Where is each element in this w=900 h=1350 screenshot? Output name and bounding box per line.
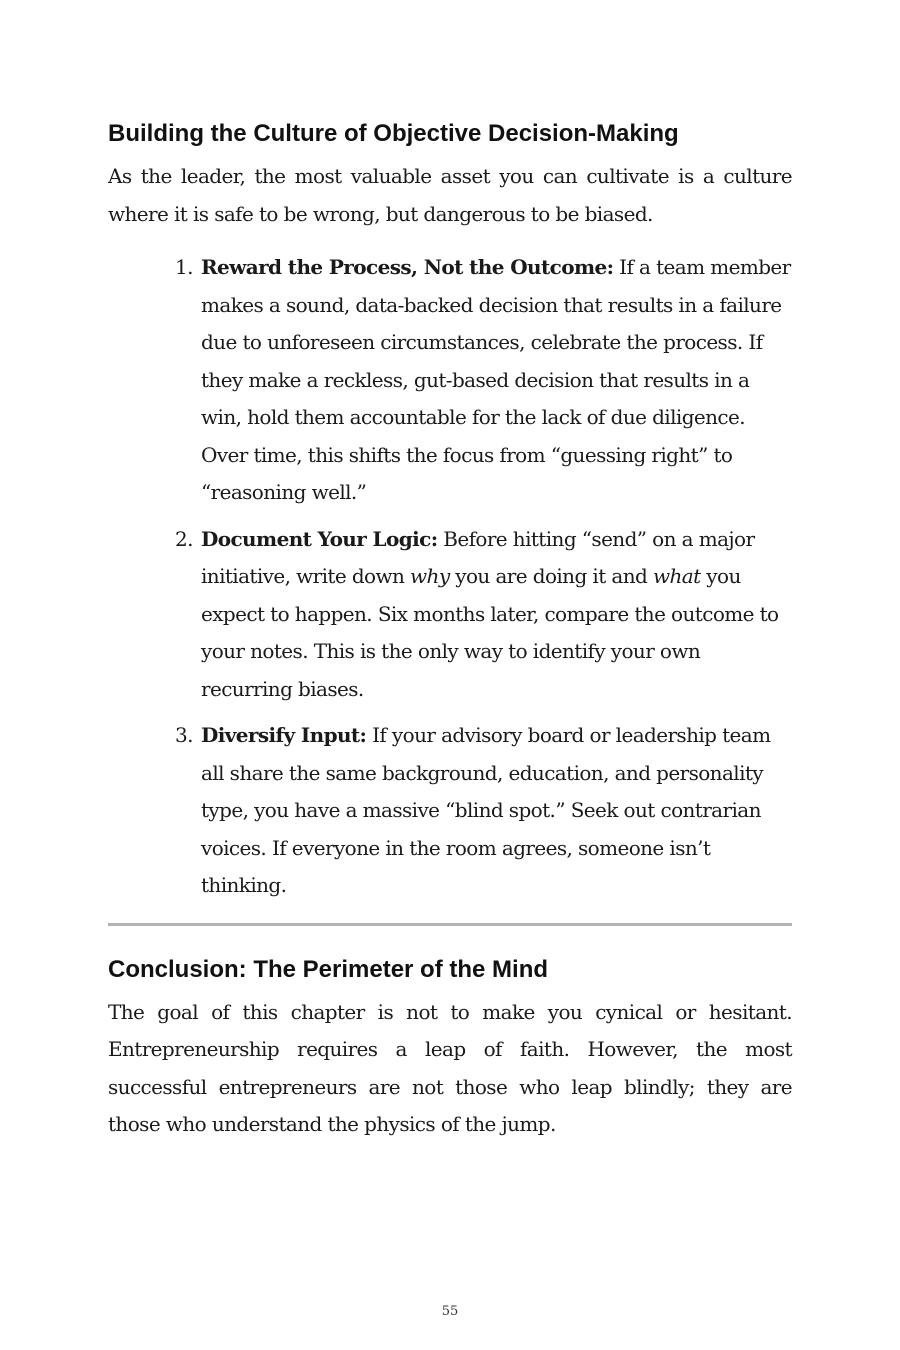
list-item-text: you are doing it and bbox=[449, 564, 653, 588]
page-content bbox=[108, 118, 792, 1144]
list-item-term: Reward the Process, Not the Outcome: bbox=[201, 255, 614, 279]
list-number: 3. bbox=[175, 723, 193, 747]
list-number: 1. bbox=[175, 255, 193, 279]
list-item-text: Before hitting “send” on a major initiative, write down bbox=[201, 526, 755, 588]
list-item-text: If your advisory board or leadership team all share the same background, education, and personality type, you have a massive “blind spot.” Seek out contrarian voices. If everyone in the room agrees, someone isn’t thinking. bbox=[201, 723, 771, 897]
list-item-term: Document Your Logic: bbox=[201, 526, 438, 551]
list-item-reward-process bbox=[175, 249, 792, 512]
list-item-diversify-input bbox=[175, 717, 792, 905]
list-item-document-logic bbox=[175, 521, 792, 709]
list-number: 2. bbox=[175, 526, 193, 551]
emphasis-what: what bbox=[652, 564, 701, 588]
section-divider bbox=[108, 923, 792, 926]
list-item-term: Diversify Input: bbox=[201, 723, 367, 747]
list-item-text: you expect to happen. Six months later, compare the outcome to your notes. This is the only way to identify your own recurring biases. bbox=[201, 564, 779, 701]
section-heading-conclusion: Conclusion: The Perimeter of the Mind bbox=[108, 955, 549, 983]
page-number: 55 bbox=[441, 1304, 459, 1319]
numbered-list bbox=[108, 249, 792, 905]
conclusion-paragraph: The goal of this chapter is not to make you cynical or hesitant. Entrepreneurship requires a leap of faith. However, the most successful entrepreneurs are not those who leap blindly; they are those who understand the physics of the jump. bbox=[108, 999, 792, 1136]
intro-paragraph: As the leader, the most valuable asset you can cultivate is a culture where it is safe to be wrong, but dangerous to be biased. bbox=[108, 164, 792, 226]
list-item-text: If a team member makes a sound, data-backed decision that results in a failure due to unforeseen circumstances, celebrate the process. If they make a reckless, gut-based decision that results in a win, hold them accountable for the lack of due diligence. Over time, this shifts the focus from “guessing right” to “reasoning well.” bbox=[201, 255, 791, 504]
emphasis-why: why bbox=[410, 564, 450, 588]
section-heading-culture: Building the Culture of Objective Decision-Making bbox=[108, 120, 679, 147]
